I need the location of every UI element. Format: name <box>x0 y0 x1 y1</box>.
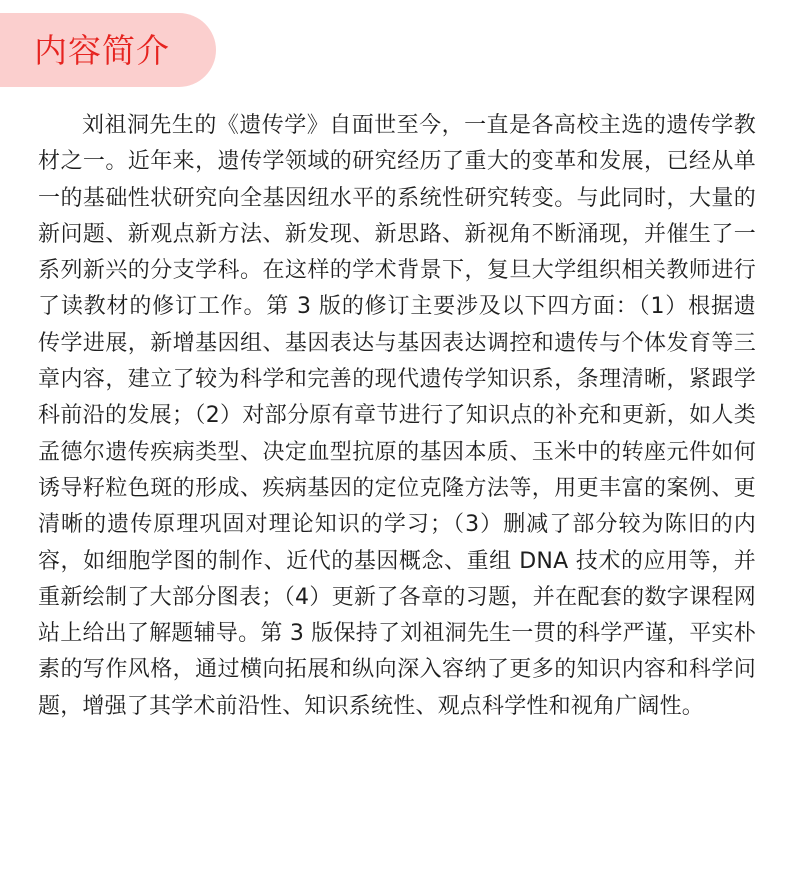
intro-paragraph: 刘祖洞先生的《遗传学》自面世至今，一直是各高校主选的遗传学教材之一。近年来，遗传学领域的研究经历了重大的变革和发展，已经从单一的基础性状研究向全基因纽水平的系统性研究转变。与此同时，大量的新问题、新观点新方法、新发现、新思路、新视角不断涌现，并催生了一系列新兴的分支学科。在这样的学术背景下，复旦大学组织相关教师进行了读教材的修订工作。第 3 版的修订主要涉及以下四方面：（1）根据遗传学进展，新增基因组、基因表达与基因表达调控和遗传与个体发育等三章内容，建立了较为科学和完善的现代遗传学知识系，条理清晰，紧跟学科前沿的发展；（2）对部分原有章节进行了知识点的补充和更新，如人类孟德尔遗传疾病类型、决定血型抗原的基因本质、玉米中的转座元件如何诱导籽粒色斑的形成、疾病基因的定位克隆方法等，用更丰富的案例、更清晰的遗传原理巩固对理论知识的学习；（3）删减了部分较为陈旧的内容，如细胞学图的制作、近代的基因概念、重组 DNA 技术的应用等，并重新绘制了大部分图表；（4）更新了各章的习题，并在配套的数字课程网站上给出了解题辅导。第 3 版保持了刘祖洞先生一贯的科学严谨，平实朴素的写作风格，通过横向拓展和纵向深入容纳了更多的知识内容和科学问题，增强了其学术前沿性、知识系统性、观点科学性和视角广阔性。 <box>38 113 756 719</box>
section-title: 内容简介 <box>34 30 170 70</box>
section-header-tab <box>0 13 216 87</box>
